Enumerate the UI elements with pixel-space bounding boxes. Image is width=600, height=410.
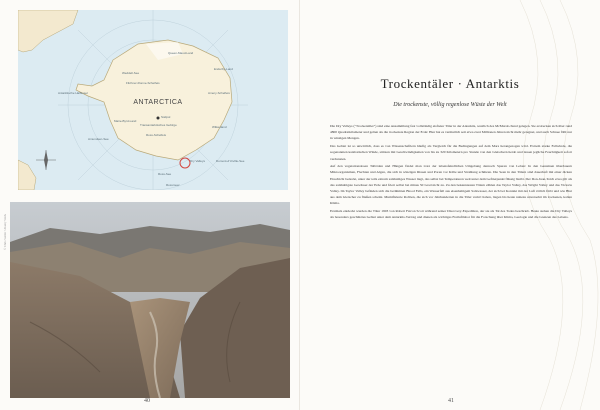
map-label-ross-schelfeis: Ross-Schelfeis [146,133,167,137]
continent-label: ANTARCTICA [133,99,183,106]
body-paragraph: Das Gebiet ist so unwirtlich, dass es von Wissenschaftlern häufig als Vergleich für die Bedingungen auf dem Mars herangezogen wird. Extrem starke Fallwinde, die sogenannten katabatischen Winde, stürzen mit Geschwindigkeiten von bis zu 320 Kilometern pro Stunde von den Gletschern herab und lassen jegliche Feuchtigkeit sofort verdunsten. [330,144,572,161]
body-paragraph: Die Dry Valleys ("Trockentäler") sind eine Ansammlung fast vollständig eisfreier Täler in der Antarktis, westlich des McMurdo-Sund gelegen. Sie erstrecken sich über rund 4800 Quadratkilometer und gelten als die trockenste Region der Erde: Hier hat es vermutlich seit etwa zwei Millionen Jahren nicht mehr geregnet, und auch Schnee fällt nur in winzigen Mengen. [330,124,572,141]
map-label-dry-valleys: Dry Valleys [190,159,205,163]
right-page [300,0,600,410]
map-label-transantarktisch: Transantarktisches Gebirge [140,123,177,127]
map-label-queen-maud: Queen-Maud-Land [168,51,194,55]
map-label-wilkes: Wilkesland [212,125,227,129]
page-number-right: 41 [448,398,454,404]
map-label-marie-byrd: Marie-Byrd-Land [114,119,137,123]
photo-credit: © Chris Sattler / Alamy Stock [3,213,7,250]
article-title: Trockentäler · Antarktis [380,76,520,91]
map-label-enderby: Enderby-Land [214,67,233,71]
map-label-weddell: Weddell-See [122,71,140,75]
map-label-amundsen: Amundsen-See [88,137,109,141]
body-paragraph: Erstmals entdeckt wurden die Täler 1903 von Robert Falcon Scott während seiner Discovery-Expedition, der sie als Tal des Todes beschrieb. Heute stehen die Dry Valleys als besonders geschütztes Gebiet unter dem Antarktis-Vertrag und dienen als wichtiges Freiluftlabor für die Forschung über Klima, Geologie und die Grenzen des Lebens. [330,209,572,220]
dry-valley-photo [10,202,290,398]
map-label-durville: Dumont-d'Urville-See [216,159,245,163]
page-number-left: 40 [144,398,150,404]
antarctica-map [18,10,288,190]
article-subtitle: Die trockenste, völlig regenlose Wüste der Welt [393,102,507,108]
map-label-filchner: Filchner-Ronne-Schelfeis [126,81,160,85]
article-body [330,123,572,222]
map-label-amery: Amery-Schelfeis [208,91,230,95]
map-label-halbinsel: Antarktische Halbinsel [58,91,88,95]
body-paragraph: Auf den vegetationslosen Talböden und Hängen findet man trotz der lebensfeindlichen Umgebung dennoch Spuren von Leben: In den Gesteinen überdauern Mikroorganismen, Flechten und Algen, die sich in winzigen Rissen und Poren vor Kälte und Strahlung schützen. Die Seen in den Tälern sind dauerhaft mit einer dicken Eisschicht bedeckt, unter der teils extrem salzhaltiges Wasser liegt, das selbst bei Temperaturen weit unter dem Gefrierpunkt flüssig bleibt. Der Don-Juan-Teich etwa gilt als das salzhaltigste Gewässer der Erde und friert selbst bei minus 50 Grad nicht zu. Zu den bekanntesten Tälern zählen das Taylor Valley, das Wright Valley und das Victoria Valley. Im Taylor Valley befinden sich die berühmten Blood Falls, ein Wasserfall aus eisenhaltigem Salzwasser, der sich bei Kontakt mit der Luft rötlich färbt und wie Blut aus dem Gletscher zu fließen scheint. Mumifizierte Robben, die sich vor Jahrhunderten in die Täler verirrt haben, liegen bis heute nahezu unversehrt im trockenen, kalten Klima. [330,164,572,206]
map-label-suedpol: Südpol [161,115,171,119]
map-label-rossmeer: Rossmeer [166,183,180,187]
map-label-ross: Ross-See [158,172,172,176]
